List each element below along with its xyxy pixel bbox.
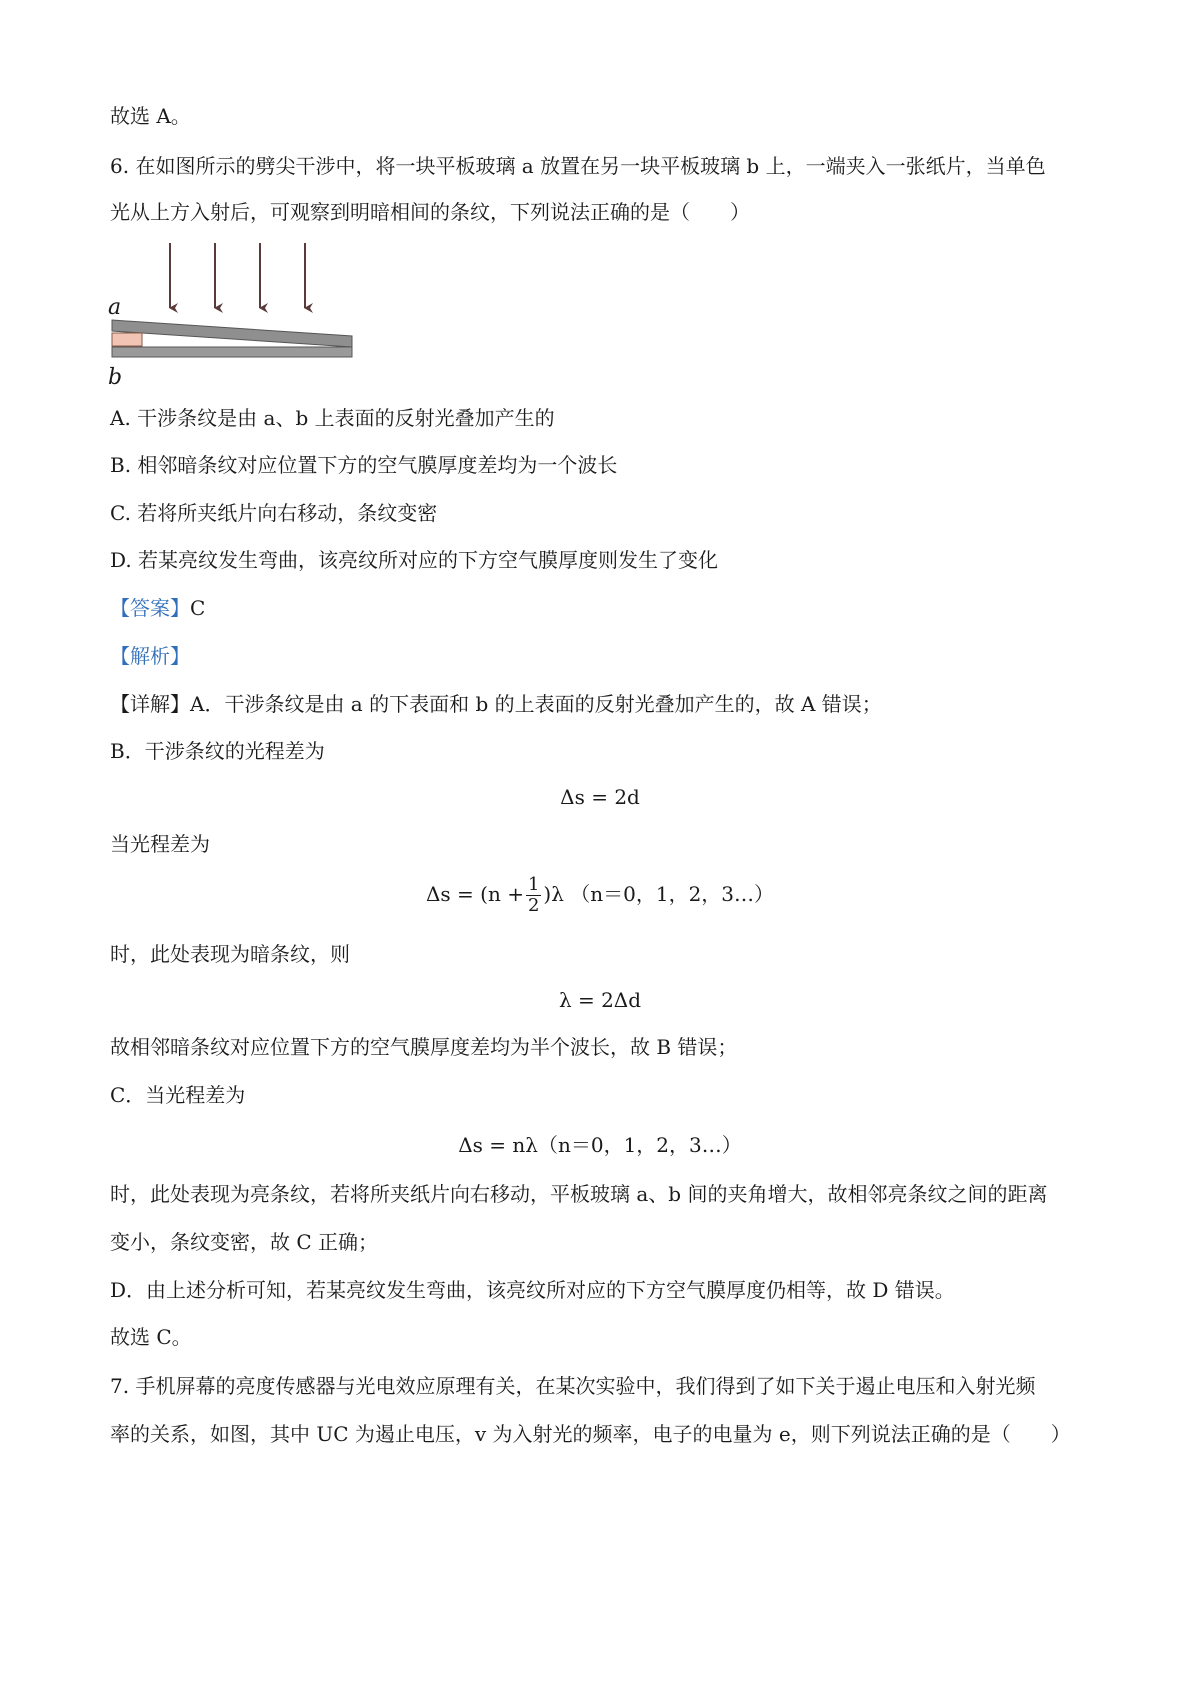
q6-stem-line2: 光从上方入射后，可观察到明暗相间的条纹，下列说法正确的是（ ） [110, 200, 750, 224]
q7-stem-line1: 7. 手机屏幕的亮度传感器与光电效应原理有关，在某次实验中，我们得到了如下关于遏止电压和入射光频 [110, 1374, 1036, 1398]
paper-strip [112, 333, 142, 346]
dark-fringe-result: 时，此处表现为暗条纹，则 [110, 942, 350, 966]
analysis-tag: 【解析】 [110, 644, 190, 668]
option-d: D. 若某亮纹发生弯曲，该亮纹所对应的下方空气膜厚度则发生了变化 [110, 548, 719, 572]
option-a: A. 干涉条纹是由 a、b 上表面的反射光叠加产生的 [110, 406, 555, 430]
when-path-diff: 当光程差为 [110, 832, 210, 856]
previous-answer: 故选 A。 [110, 104, 191, 128]
b-conclusion: 故相邻暗条纹对应位置下方的空气膜厚度差均为半个波长，故 B 错误； [110, 1035, 738, 1059]
q6-stem-line1: 6. 在如图所示的劈尖干涉中，将一块平板玻璃 a 放置在另一块平板玻璃 b 上，一端夹入一张纸片，当单色 [110, 154, 1046, 178]
answer-value: C [190, 596, 206, 620]
glass-plate-a [112, 320, 352, 347]
fraction-numerator: 1 [527, 874, 540, 895]
glass-plate-b [112, 347, 352, 357]
final-answer: 故选 C。 [110, 1325, 192, 1349]
option-b: B. 相邻暗条纹对应位置下方的空气膜厚度差均为一个波长 [110, 453, 618, 477]
equation-2-right: )λ （n＝0，1，2，3…） [543, 882, 775, 906]
c-line2: 变小，条纹变密，故 C 正确； [110, 1230, 379, 1254]
d-line: D．由上述分析可知，若某亮纹发生弯曲，该亮纹所对应的下方空气膜厚度仍相等，故 D 错误。 [110, 1278, 955, 1302]
option-c: C. 若将所夹纸片向右移动，条纹变密 [110, 501, 438, 525]
equation-2 [0, 868, 1200, 920]
q7-stem-line2: 率的关系，如图，其中 UC 为遏止电压，v 为入射光的频率，电子的电量为 e，则下列说法正确的是（ ） [110, 1422, 1071, 1446]
label-b: b [108, 365, 123, 388]
answer-tag: 【答案】 [110, 596, 190, 620]
answer-line [110, 594, 205, 622]
c-intro: C．当光程差为 [110, 1083, 246, 1107]
equation-3: λ = 2Δd [558, 988, 642, 1012]
label-a: a [108, 295, 122, 320]
detail-b-intro: B．干涉条纹的光程差为 [110, 739, 325, 763]
wedge-interference-figure [100, 238, 370, 388]
equation-1: Δs = 2d [560, 785, 640, 809]
equation-2-left: Δs = (n + [425, 882, 524, 906]
incident-light-arrows [170, 243, 305, 308]
fraction-half [526, 875, 541, 916]
c-line1: 时，此处表现为亮条纹，若将所夹纸片向右移动，平板玻璃 a、b 间的夹角增大，故相邻亮条纹之间的距离 [110, 1182, 1048, 1206]
fraction-denominator: 2 [527, 895, 540, 916]
detail-a: 【详解】A．干涉条纹是由 a 的下表面和 b 的上表面的反射光叠加产生的，故 A 错误； [110, 692, 882, 716]
equation-4: Δs = nλ（n＝0，1，2，3…） [458, 1133, 742, 1157]
